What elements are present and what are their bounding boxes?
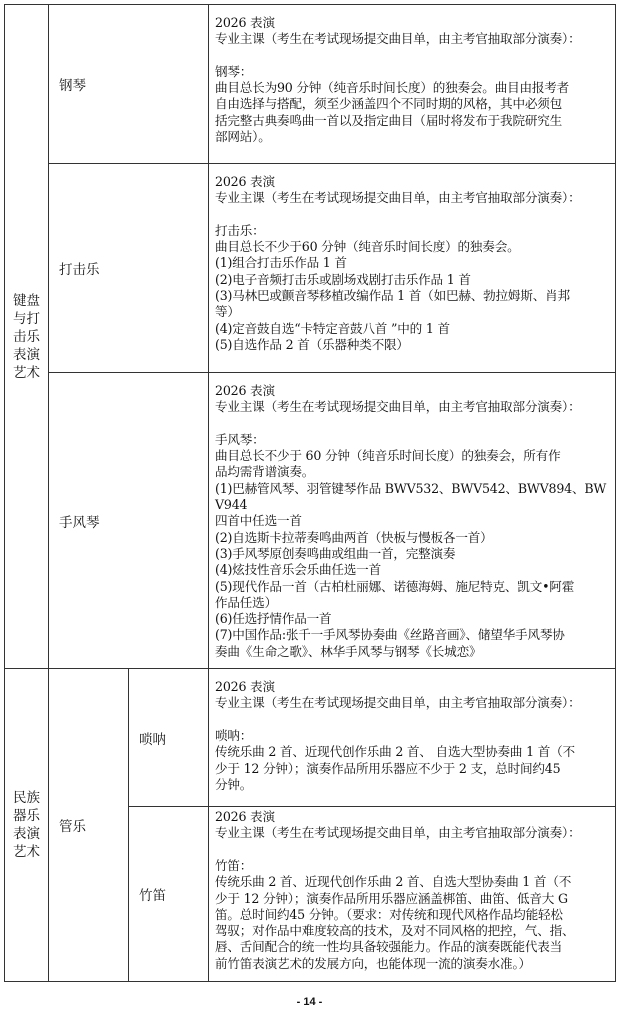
requirement-line: 品均需背谱演奏。	[215, 464, 315, 480]
requirement-line: 专业主课（考生在考试现场提交曲目单，由主考官抽取部分演奏）：	[215, 399, 581, 415]
table-row	[5, 5, 616, 164]
requirement-line: 少于 12 分钟）；演奏作品所用乐器应不少于 2 支，总时间约45	[215, 760, 561, 776]
requirement-line: 钢琴：	[215, 63, 253, 79]
requirement-line: 唇、舌间配合的统一性均具备较强能力。作品的演奏既能代表当	[215, 939, 563, 955]
requirement-line: 部网站）。	[215, 129, 271, 145]
requirement-line: 奏曲《生命之歌》、林华手风琴与钢琴《长城恋》	[215, 643, 482, 659]
requirement-line: 竹笛：	[215, 857, 253, 873]
requirement-line: (3)手风琴原创奏鸣曲或组曲一首，完整演奏	[215, 545, 456, 561]
requirements-cell	[209, 5, 616, 164]
requirements-cell	[209, 807, 616, 982]
requirement-line	[215, 416, 611, 432]
instrument-cell: 钢琴	[49, 5, 209, 164]
requirement-line: (5)现代作品一首（古柏杜丽娜、诺德海姆、施尼特克、凯文•阿霍	[215, 578, 575, 594]
requirement-line: 2026 表演	[215, 15, 275, 30]
requirement-line	[215, 712, 611, 728]
instrument-cell: 手风琴	[49, 373, 209, 669]
category-label: 键盘与打击乐表演艺术	[13, 292, 40, 381]
requirement-line: (2)电子音频打击乐或剧场戏剧打击乐作品 1 首	[215, 271, 471, 287]
requirement-line	[215, 48, 611, 64]
instrument-cell: 唢呐	[129, 669, 209, 807]
requirement-line: 2026 表演	[215, 809, 275, 825]
requirement-line: 自由选择与搭配，须至少涵盖四个不同时期的风格，其中必须包	[215, 96, 563, 112]
requirement-line: 打击乐：	[215, 222, 265, 238]
page-number: - 14 -	[296, 996, 323, 1008]
requirements-cell	[209, 164, 616, 373]
requirement-line: (4)炫技性音乐会乐曲任选一首	[215, 562, 381, 578]
requirement-line	[215, 207, 611, 223]
requirement-line: 作品任选）	[215, 594, 277, 610]
requirement-line: 传统乐曲 2 首、近现代创作乐曲 2 首、自选大型协奏曲 1 首（不	[215, 874, 572, 890]
requirement-line: 专业主课（考生在考试现场提交曲目单，由主考官抽取部分演奏）：	[215, 190, 581, 206]
instrument-cell: 竹笛	[129, 807, 209, 982]
requirement-line: 专业主课（考生在考试现场提交曲目单，由主考官抽取部分演奏）：	[215, 695, 581, 711]
requirement-line: (7)中国作品:张千一手风琴协奏曲《丝路音画》、储望华手风琴协	[215, 627, 565, 643]
requirement-line: 2026 表演	[215, 174, 275, 189]
requirement-line: 少于 12 分钟）；演奏作品所用乐器应涵盖梆笛、曲笛、低音大 G	[215, 890, 568, 906]
requirement-line: 四首中任选一首	[215, 513, 302, 529]
requirement-line: (3)马林巴或颤音琴移植改编作品 1 首（如巴赫、勃拉姆斯、肖邦	[215, 288, 570, 304]
requirement-line: (4)定音鼓自选“卡特定音鼓八首 ”中的 1 首	[215, 320, 450, 336]
requirement-line: 手风琴：	[215, 431, 265, 447]
category-cell	[5, 5, 49, 669]
requirement-line	[215, 842, 611, 858]
requirement-line: 前竹笛表演艺术的发展方向，也能体现一流的演奏水准。）	[215, 955, 531, 971]
requirements-cell	[209, 669, 616, 807]
requirement-line: 等）	[215, 304, 240, 320]
requirement-line: (1)组合打击乐作品 1 首	[215, 255, 347, 271]
table-row	[5, 669, 616, 807]
table-row	[5, 373, 616, 669]
table-row	[5, 164, 616, 373]
requirement-line: 曲目总长不少于 60 分钟（纯音乐时间长度）的独奏会，所有作	[215, 448, 561, 464]
instrument-cell: 打击乐	[49, 164, 209, 373]
requirement-line: 曲目总长为90 分钟（纯音乐时间长度）的独奏会。曲目由报考者	[215, 80, 570, 96]
requirement-line: 传统乐曲 2 首、近现代创作乐曲 2 首、 自选大型协奏曲 1 首（不	[215, 744, 575, 760]
program-requirements-table	[4, 4, 616, 982]
requirement-line: 笛。总时间约45 分钟。（要求：对传统和现代风格作品均能轻松	[215, 906, 563, 922]
category-label: 民族器乐表演艺术	[13, 790, 40, 861]
requirement-line: (1)巴赫管风琴、羽管键琴作品 BWV532、BWV542、BWV894、BWV944	[215, 480, 607, 513]
requirement-line: (2)自选斯卡拉蒂奏鸣曲两首（快板与慢板各一首）	[215, 529, 493, 545]
requirement-line: 2026 表演	[215, 383, 275, 398]
requirement-line: 驾驭；对作品中难度较高的技术，及对不同风格的把控，气、指、	[215, 923, 575, 939]
requirement-line: 2026 表演	[215, 679, 275, 695]
requirement-line: 曲目总长不少于60 分钟（纯音乐时间长度）的独奏会。	[215, 239, 520, 255]
requirement-line: 专业主课（考生在考试现场提交曲目单，由主考官抽取部分演奏）：	[215, 825, 581, 841]
requirement-line: 专业主课（考生在考试现场提交曲目单，由主考官抽取部分演奏）：	[215, 31, 581, 47]
group-cell: 管乐	[49, 669, 129, 982]
requirement-line: (5)自选作品 2 首（乐器种类不限）	[215, 336, 409, 352]
requirement-line: 分钟。	[215, 776, 253, 792]
category-cell	[5, 669, 49, 982]
requirement-line: 唢呐：	[215, 727, 253, 743]
requirements-cell	[209, 373, 616, 669]
requirement-line: 括完整古典奏鸣曲一首以及指定曲目（届时将发布于我院研究生	[215, 112, 563, 128]
requirement-line: (6)任选抒情作品一首	[215, 611, 332, 627]
